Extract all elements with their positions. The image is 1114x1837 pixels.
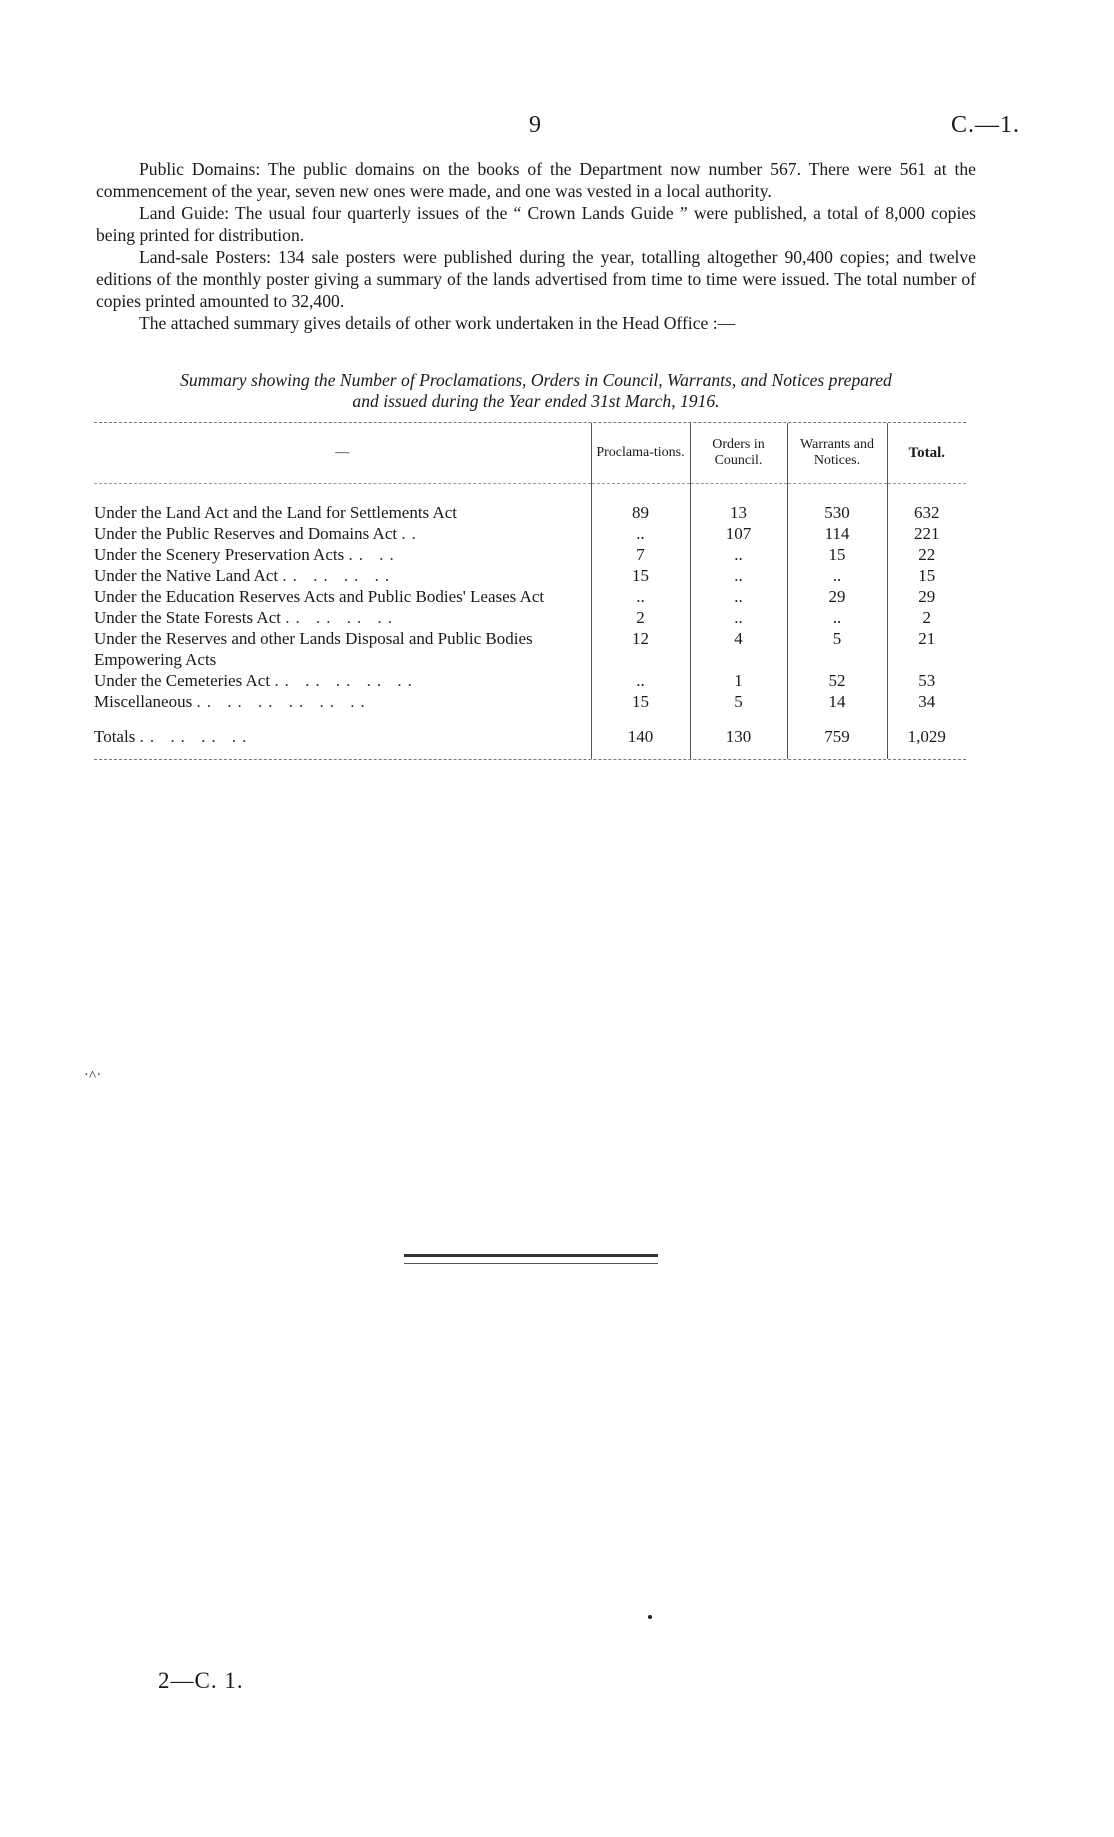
cell-total: 22 (887, 544, 966, 565)
table-caption (96, 370, 976, 412)
cell-orders-in-council: 4 (690, 628, 787, 670)
document-code: C.—1. (950, 112, 1020, 138)
stray-mark: ·˄· (84, 1068, 102, 1083)
cell-warrants-and-notices: 29 (787, 586, 887, 607)
totals-leader: .. .. .. .. (139, 727, 253, 746)
row-leader: .. .. .. .. .. .. (196, 692, 371, 711)
cell-proclamations: .. (591, 586, 690, 607)
row-label-cell (94, 691, 591, 712)
table-row (94, 691, 966, 712)
table-row (94, 586, 966, 607)
table-row (94, 607, 966, 628)
cell-proclamations: 7 (591, 544, 690, 565)
summary-table-wrapper (94, 422, 966, 760)
row-leader: .. .. .. .. .. (274, 671, 418, 690)
cell-orders-in-council: .. (690, 586, 787, 607)
row-label-cell (94, 586, 591, 607)
paragraph-summary-intro: The attached summary gives details of other work undertaken in the Head Office :— (139, 313, 736, 333)
cell-total: 15 (887, 565, 966, 586)
cell-orders-in-council: 107 (690, 523, 787, 544)
stray-dot (648, 1615, 652, 1619)
table-row (94, 502, 966, 523)
row-label: Under the Reserves and other Lands Disposal and Public Bodies Empowering Acts (94, 629, 533, 669)
summary-table (94, 423, 966, 759)
cell-warrants-and-notices: 114 (787, 523, 887, 544)
cell-total: 34 (887, 691, 966, 712)
paragraph-land-guide: Land Guide: The usual four quarterly issues of the “ Crown Lands Guide ” were published, a total of 8,000 copies being printed for distribution. (96, 203, 976, 245)
totals-orders-in-council: 130 (690, 712, 787, 759)
paragraph-land-sale-posters: Land-sale Posters: 134 sale posters were published during the year, totalling altogether 90,400 copies; and twelve editions of the monthly poster giving a summary of the lands advertised from time to time were issued. The total number of copies printed amounted to 32,400. (96, 247, 976, 311)
body-text (96, 158, 976, 334)
header-proclamations: Proclama-tions. (591, 423, 690, 484)
row-label-cell (94, 502, 591, 523)
table-row (94, 565, 966, 586)
table-row (94, 628, 966, 670)
cell-proclamations: 2 (591, 607, 690, 628)
caption-line-2: and issued during the Year ended 31st March, 1916. (352, 391, 720, 411)
row-label-cell (94, 565, 591, 586)
row-label-cell (94, 607, 591, 628)
row-leader: .. .. .. .. (285, 608, 398, 627)
cell-warrants-and-notices: .. (787, 565, 887, 586)
table-spacer (94, 484, 966, 503)
cell-warrants-and-notices: 15 (787, 544, 887, 565)
totals-total: 1,029 (887, 712, 966, 759)
cell-orders-in-council: .. (690, 607, 787, 628)
cell-total: 221 (887, 523, 966, 544)
cell-proclamations: .. (591, 523, 690, 544)
caption-line-1: Summary showing the Number of Proclamations, Orders in Council, Warrants, and Notices prepared (180, 370, 892, 390)
totals-warrants-and-notices: 759 (787, 712, 887, 759)
totals-label: Totals (94, 727, 136, 746)
row-label-cell (94, 523, 591, 544)
footer-code: 2—C. 1. (158, 1668, 244, 1693)
row-label: Under the Land Act and the Land for Settlements Act (94, 503, 458, 522)
header-total: Total. (887, 423, 966, 484)
table-row (94, 670, 966, 691)
table-row (94, 523, 966, 544)
row-label: Under the Education Reserves Acts and Public Bodies' Leases Act (94, 587, 545, 606)
page-number: 9 (529, 112, 541, 138)
cell-orders-in-council: 13 (690, 502, 787, 523)
cell-warrants-and-notices: 14 (787, 691, 887, 712)
cell-proclamations: .. (591, 670, 690, 691)
cell-total: 29 (887, 586, 966, 607)
table-header-row (94, 423, 966, 484)
row-label-cell (94, 544, 591, 565)
cell-total: 2 (887, 607, 966, 628)
cell-proclamations: 15 (591, 691, 690, 712)
cell-warrants-and-notices: 52 (787, 670, 887, 691)
cell-proclamations: 15 (591, 565, 690, 586)
cell-orders-in-council: .. (690, 565, 787, 586)
row-label: Under the Public Reserves and Domains Act (94, 524, 398, 543)
end-rule (404, 1254, 658, 1264)
totals-row (94, 712, 966, 759)
cell-total: 21 (887, 628, 966, 670)
totals-proclamations: 140 (591, 712, 690, 759)
row-leader: .. .. .. .. (282, 566, 396, 585)
row-leader: .. .. (348, 545, 400, 564)
cell-orders-in-council: 5 (690, 691, 787, 712)
row-label: Under the Native Land Act (94, 566, 279, 585)
row-label-cell (94, 670, 591, 691)
cell-total: 53 (887, 670, 966, 691)
cell-proclamations: 12 (591, 628, 690, 670)
paragraph-public-domains: Public Domains: The public domains on the books of the Department now number 567. There were 561 at the commencement of the year, seven new ones were made, and one was vested in a local authority. (96, 159, 976, 201)
table-bottom-rule (94, 759, 966, 760)
cell-proclamations: 89 (591, 502, 690, 523)
cell-warrants-and-notices: .. (787, 607, 887, 628)
cell-total: 632 (887, 502, 966, 523)
totals-label-cell (94, 712, 591, 759)
table-row (94, 544, 966, 565)
cell-warrants-and-notices: 530 (787, 502, 887, 523)
row-label: Under the State Forests Act (94, 608, 281, 627)
header-warrants-and-notices: Warrants and Notices. (787, 423, 887, 484)
cell-orders-in-council: .. (690, 544, 787, 565)
row-label: Under the Scenery Preservation Acts (94, 545, 345, 564)
row-leader: .. (401, 524, 422, 543)
header-orders-in-council: Orders in Council. (690, 423, 787, 484)
row-label-cell (94, 628, 591, 670)
row-label: Under the Cemeteries Act (94, 671, 271, 690)
row-label: Miscellaneous (94, 692, 193, 711)
cell-warrants-and-notices: 5 (787, 628, 887, 670)
cell-orders-in-council: 1 (690, 670, 787, 691)
header-blank: — (94, 423, 591, 484)
